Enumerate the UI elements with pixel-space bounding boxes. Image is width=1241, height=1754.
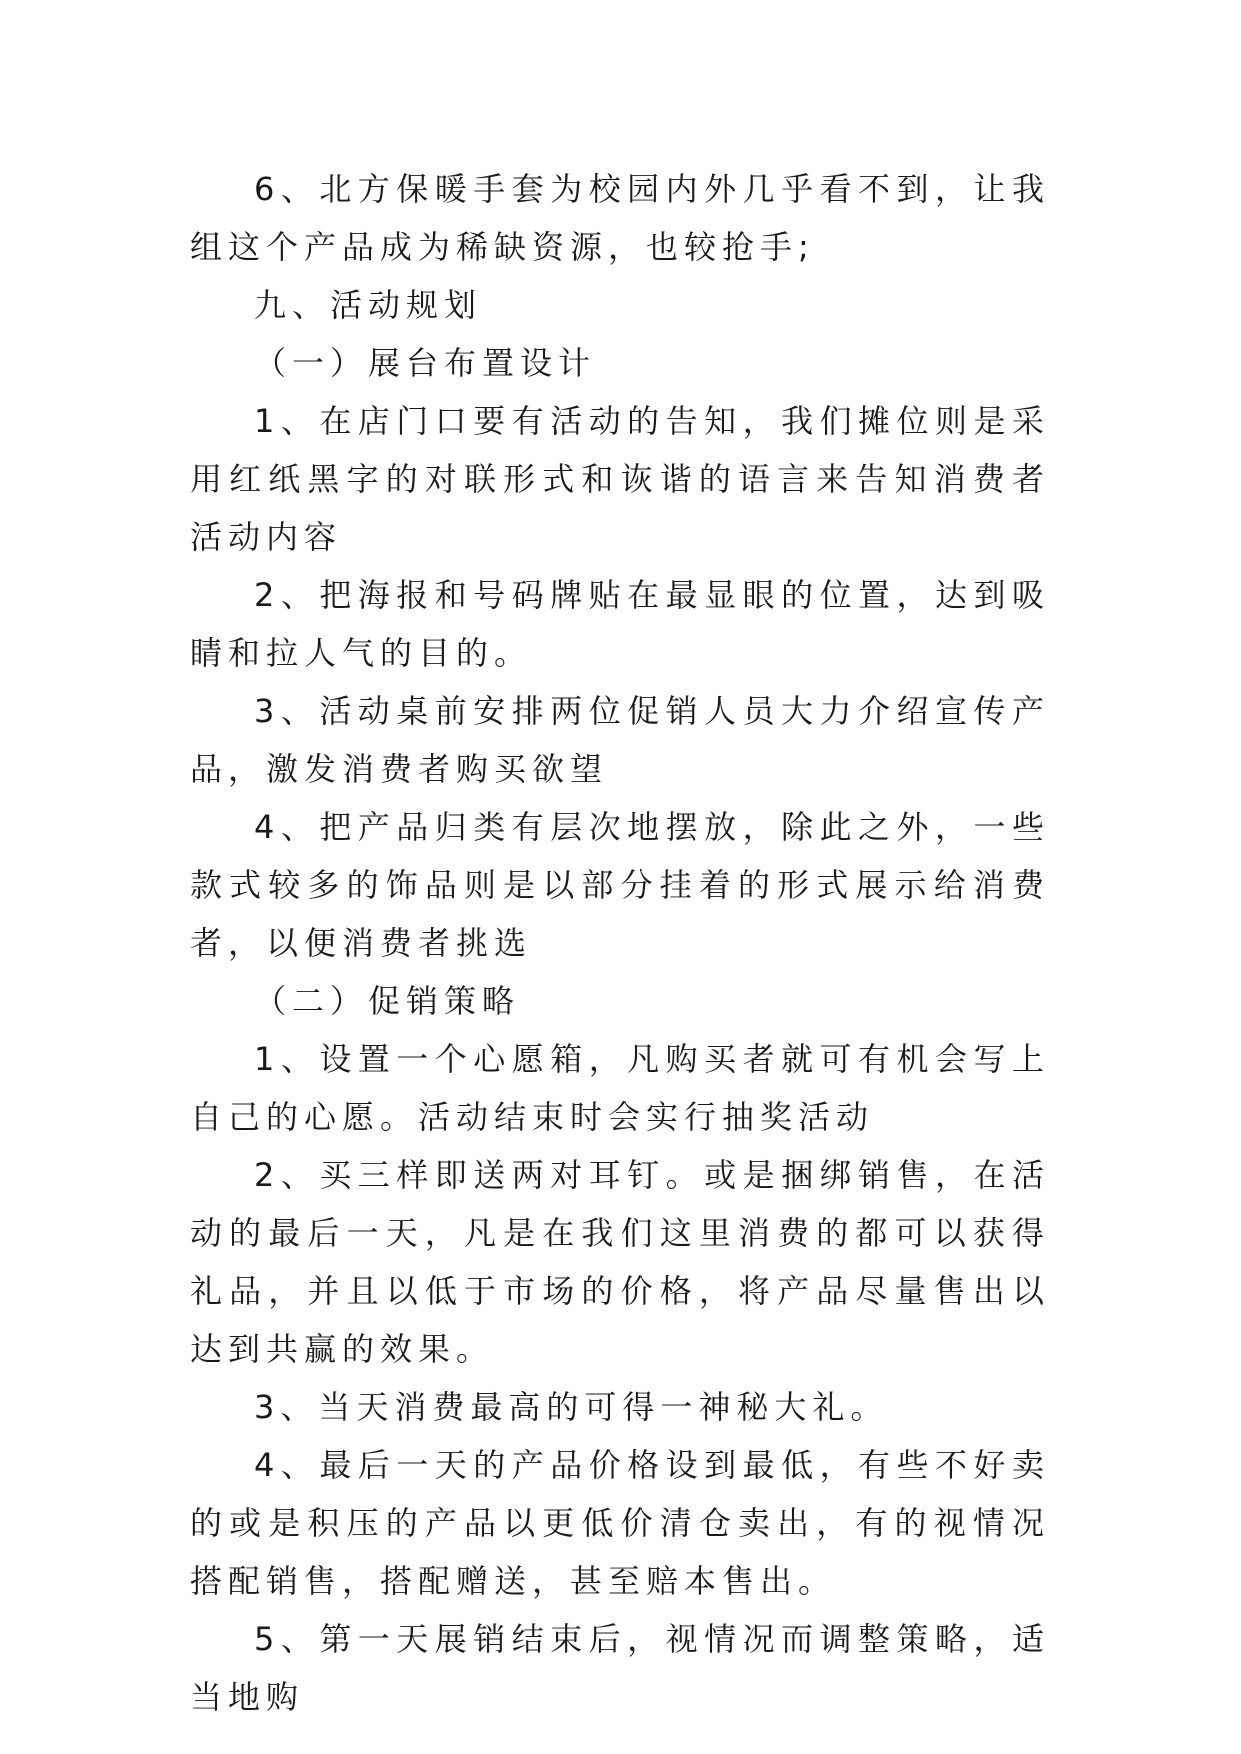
section-heading-activity-plan: 九、活动规划 — [254, 286, 483, 324]
paragraph-item-6-gloves: 6、北方保暖手套为校园内外几乎看不到，让我组这个产品成为稀缺资源，也较抢手; — [190, 170, 1050, 266]
paragraph-promotion-4: 4、最后一天的产品价格设到最低，有些不好卖的或是积压的产品以更低价清仓卖出，有的视情况搭配销售，搭配赠送，甚至赔本售出。 — [190, 1446, 1050, 1600]
paragraph-promotion-3: 3、当天消费最高的可得一神秘大礼。 — [254, 1388, 889, 1426]
paragraph-booth-4: 4、把产品归类有层次地摆放，除此之外，一些款式较多的饰品则是以部分挂着的形式展示给消费者，以便消费者挑选 — [190, 808, 1050, 962]
paragraph-booth-3: 3、活动桌前安排两位促销人员大力介绍宣传产品，激发消费者购买欲望 — [190, 692, 1050, 788]
document-body — [190, 160, 1050, 1726]
paragraph-promotion-1: 1、设置一个心愿箱，凡购买者就可有机会写上自己的心愿。活动结束时会实行抽奖活动 — [190, 1040, 1050, 1136]
subsection-heading-promotion: （二）促销策略 — [254, 982, 521, 1020]
subsection-heading-booth-design: （一）展台布置设计 — [254, 344, 597, 382]
paragraph-promotion-5: 5、第一天展销结束后，视情况而调整策略，适当地购 — [190, 1620, 1050, 1716]
paragraph-booth-2: 2、把海报和号码牌贴在最显眼的位置，达到吸睛和拉人气的目的。 — [190, 576, 1050, 672]
paragraph-booth-1: 1、在店门口要有活动的告知，我们摊位则是采用红纸黑字的对联形式和诙谐的语言来告知消费者活动内容 — [190, 402, 1050, 556]
paragraph-promotion-2: 2、买三样即送两对耳钉。或是捆绑销售，在活动的最后一天，凡是在我们这里消费的都可以获得礼品，并且以低于市场的价格，将产品尽量售出以达到共赢的效果。 — [190, 1156, 1050, 1368]
